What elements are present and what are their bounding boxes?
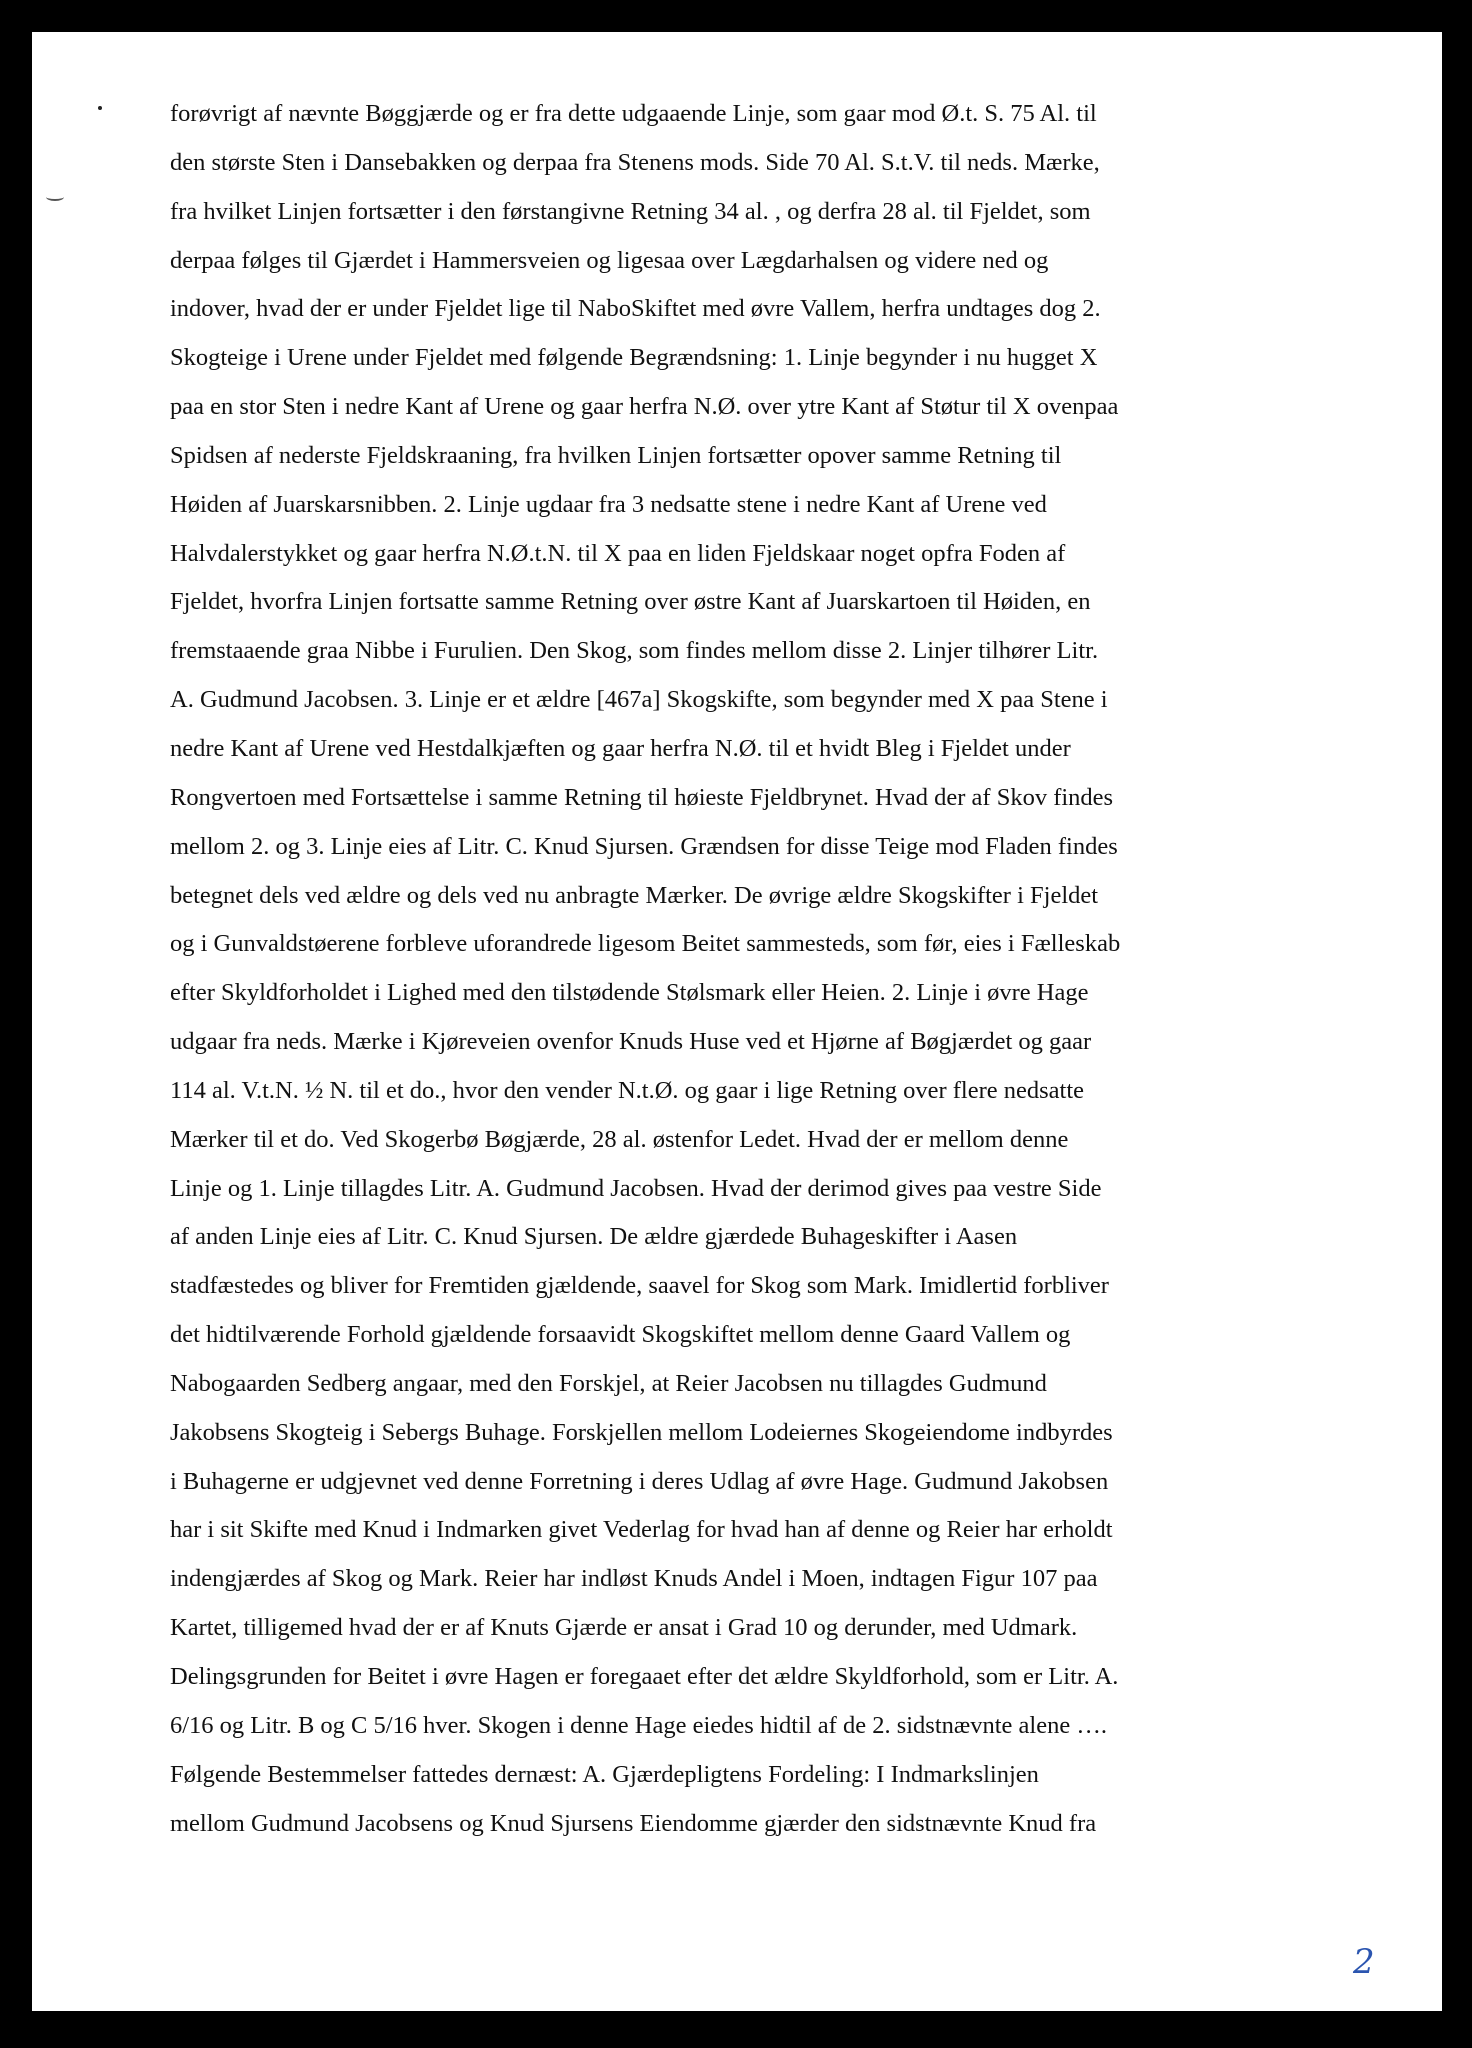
text-line-27: Nabogaarden Sedberg angaar, med den Forskjel, at Reier Jacobsen nu tillagdes Gudmund xyxy=(170,1369,1047,1397)
text-line-22: Mærker til et do. Ved Skogerbø Bøgjærde, 28 al. østenfor Ledet. Hvad der er mellom denne xyxy=(170,1125,1069,1153)
text-line-7: paa en stor Sten i nedre Kant af Urene og gaar herfra N.Ø. over ytre Kant af Støtur til X ovenpaa xyxy=(170,393,1119,421)
text-line-29: i Buhagerne er udgjevnet ved denne Forretning i deres Udlag af øvre Hage. Gudmund Jakobsen xyxy=(170,1467,1109,1495)
margin-dot-mark xyxy=(94,103,104,113)
text-line-35: Følgende Bestemmelser fattedes dernæst: A. Gjærdepligtens Fordeling: I Indmarkslinjen xyxy=(170,1760,1039,1788)
text-line-31: indengjærdes af Skog og Mark. Reier har indløst Knuds Andel i Moen, indtagen Figur 107 paa xyxy=(170,1565,1098,1593)
text-line-14: nedre Kant af Urene ved Hestdalkjæften og gaar herfra N.Ø. til et hvidt Bleg i Fjeldet under xyxy=(170,734,1071,762)
text-line-12: fremstaaende graa Nibbe i Furulien. Den Skog, som findes mellom disse 2. Linjer tilhører Litr. xyxy=(170,637,1099,665)
text-line-18: og i Gunvaldstøerene forbleve uforandrede ligesom Beitet sammesteds, som før, eies i Fælleskab xyxy=(170,930,1121,958)
text-line-10: Halvdalerstykket og gaar herfra N.Ø.t.N. til X paa en liden Fjeldskaar noget opfra Foden af xyxy=(170,539,1066,567)
text-line-32: Kartet, tilligemed hvad der er af Knuts Gjærde er ansat i Grad 10 og derunder, med Udmark. xyxy=(170,1614,1078,1642)
text-line-16: mellom 2. og 3. Linje eies af Litr. C. Knud Sjursen. Grændsen for disse Teige mod Fladen findes xyxy=(170,832,1118,860)
text-line-11: Fjeldet, hvorfra Linjen fortsatte samme Retning over østre Kant af Juarskartoen til Høiden, en xyxy=(170,588,1091,616)
text-line-13: A. Gudmund Jacobsen. 3. Linje er et ældre [467a] Skogskifte, som begynder med X paa Stene i xyxy=(170,686,1108,714)
text-line-15: Rongvertoen med Fortsættelse i samme Retning til høieste Fjeldbrynet. Hvad der af Skov findes xyxy=(170,783,1114,811)
page-number: 2 xyxy=(1353,1942,1375,1982)
text-line-19: efter Skyldforholdet i Lighed med den tilstødende Stølsmark eller Heien. 2. Linje i øvre Hage xyxy=(170,979,1089,1007)
text-line-17: betegnet dels ved ældre og dels ved nu anbragte Mærker. De øvrige ældre Skogskifter i Fjeldet xyxy=(170,881,1099,909)
document-page xyxy=(32,32,1442,2011)
text-line-20: udgaar fra neds. Mærke i Kjøreveien ovenfor Knuds Huse ved et Hjørne af Bøgjærdet og gaar xyxy=(170,1028,1092,1056)
text-line-26: det hidtilværende Forhold gjældende forsaavidt Skogskiftet mellom denne Gaard Vallem og xyxy=(170,1321,1071,1349)
text-line-33: Delingsgrunden for Beitet i øvre Hagen er foregaaet efter det ældre Skyldforhold, som er Litr. A. xyxy=(170,1663,1119,1690)
text-line-23: Linje og 1. Linje tillagdes Litr. A. Gudmund Jacobsen. Hvad der derimod gives paa vestre Side xyxy=(170,1174,1102,1202)
margin-stroke-mark xyxy=(46,190,74,200)
text-line-6: Skogteige i Urene under Fjeldet med følgende Begrændsning: 1. Linje begynder i nu hugget X xyxy=(170,344,1098,372)
text-line-5: indover, hvad der er under Fjeldet lige til NaboSkiftet med øvre Vallem, herfra undtages dog 2. xyxy=(170,295,1101,323)
text-line-30: har i sit Skifte med Knud i Indmarken givet Vederlag for hvad han af denne og Reier har erholdt xyxy=(170,1516,1113,1544)
text-line-36: mellom Gudmund Jacobsens og Knud Sjursens Eiendomme gjærder den sidstnævnte Knud fra xyxy=(170,1809,1097,1837)
text-line-34: 6/16 og Litr. B og C 5/16 hver. Skogen i denne Hage eiedes hidtil af de 2. sidstnævnte alene …. xyxy=(170,1711,1107,1739)
text-line-8: Spidsen af nederste Fjeldskraaning, fra hvilken Linjen fortsætter opover samme Retning til xyxy=(170,441,1062,469)
document-body xyxy=(170,90,1350,1848)
text-line-2: den største Sten i Dansebakken og derpaa fra Stenens mods. Side 70 Al. S.t.V. til neds. Mærke, xyxy=(170,148,1100,176)
text-line-24: af anden Linje eies af Litr. C. Knud Sjursen. De ældre gjærdede Buhageskifter i Aasen xyxy=(170,1223,1018,1251)
text-line-4: derpaa følges til Gjærdet i Hammersveien og ligesaa over Lægdarhalsen og videre ned og xyxy=(170,246,1049,274)
text-line-9: Høiden af Juarskarsnibben. 2. Linje ugdaar fra 3 nedsatte stene i nedre Kant af Urene ved xyxy=(170,490,1047,518)
text-line-28: Jakobsens Skogteig i Sebergs Buhage. Forskjellen mellom Lodeiernes Skogeiendome indbyrdes xyxy=(170,1418,1113,1446)
text-line-1: forøvrigt af nævnte Bøggjærde og er fra dette udgaaende Linje, som gaar mod Ø.t. S. 75 Al. til xyxy=(170,100,1097,127)
text-line-25: stadfæstedes og bliver for Fremtiden gjældende, saavel for Skog som Mark. Imidlertid forbliver xyxy=(170,1272,1109,1300)
text-line-3: fra hvilket Linjen fortsætter i den førstangivne Retning 34 al. , og derfra 28 al. til Fjeldet, som xyxy=(170,197,1091,225)
text-line-21: 114 al. V.t.N. ½ N. til et do., hvor den vender N.t.Ø. og gaar i lige Retning over flere nedsatte xyxy=(170,1076,1085,1104)
